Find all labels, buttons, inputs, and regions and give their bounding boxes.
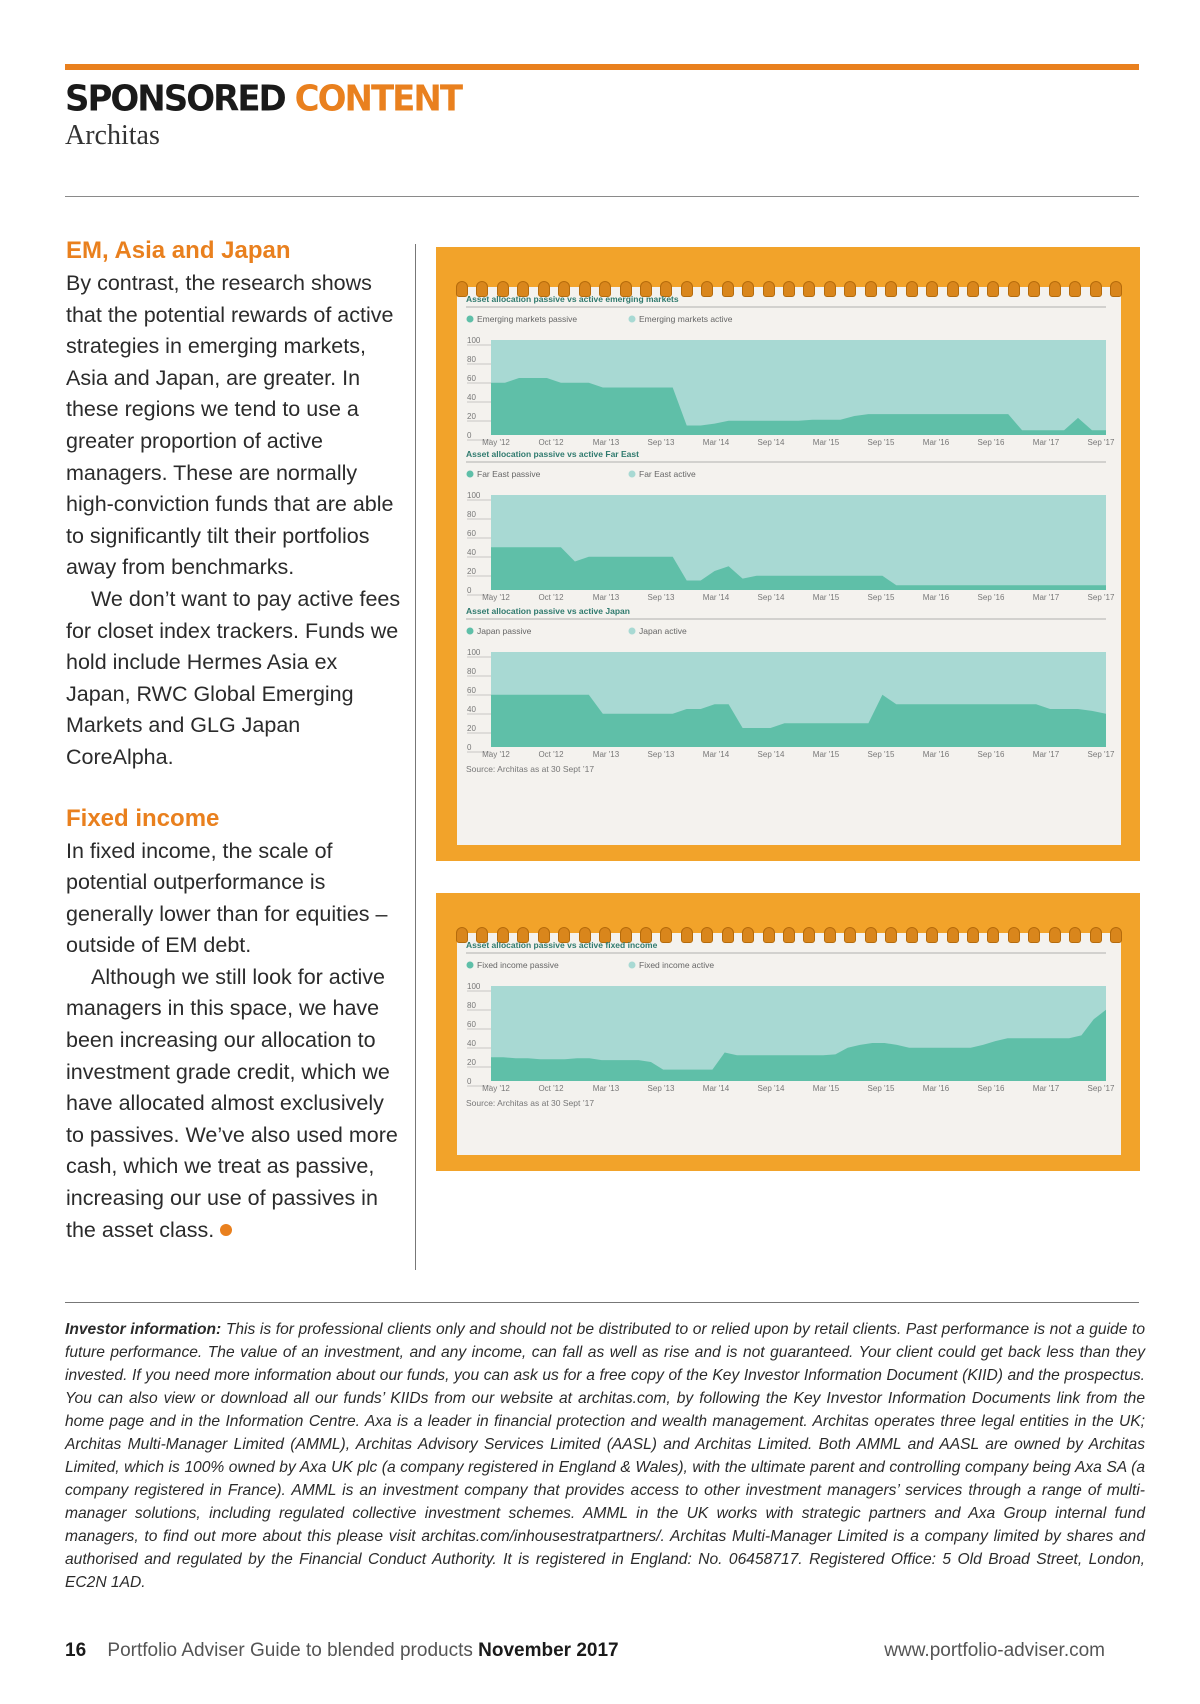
x-tick-label: Sep '17 — [1087, 750, 1115, 759]
x-tick-label: Sep '13 — [647, 438, 675, 447]
y-tick-label: 60 — [467, 374, 476, 383]
header-divider — [65, 196, 1139, 197]
x-tick-label: Mar '14 — [702, 438, 730, 447]
end-mark-icon — [220, 1224, 232, 1236]
x-tick-label: Mar '17 — [1032, 750, 1060, 759]
x-tick-label: Sep '15 — [867, 438, 895, 447]
x-tick-label: Mar '16 — [922, 593, 950, 602]
page-footer — [65, 1640, 1139, 1662]
legend-swatch-active — [629, 628, 636, 635]
x-tick-label: Mar '16 — [922, 438, 950, 447]
y-tick-label: 40 — [467, 548, 476, 557]
y-tick-label: 0 — [467, 1077, 472, 1086]
legend-swatch-active — [629, 962, 636, 969]
paragraph: Although we still look for active managers in this space, we have been increasing our allocation to investment grade credit, which we have allocated almost exclusively to passives. We’ve also used more cash, which we treat as passive, increasing our use of passives in the asset class. — [66, 964, 398, 1242]
legend-swatch-active — [629, 316, 636, 323]
x-tick-label: Mar '14 — [702, 750, 730, 759]
x-tick-label: Mar '17 — [1032, 438, 1060, 447]
x-tick-label: Sep '17 — [1087, 438, 1115, 447]
paragraph: We don’t want to pay active fees for closet index trackers. Funds we hold include Hermes Asia ex Japan, RWC Global Emerging Markets and GLG Japan CoreAlpha. — [66, 586, 401, 769]
y-tick-label: 80 — [467, 1001, 476, 1010]
x-tick-label: Mar '15 — [812, 593, 840, 602]
y-tick-label: 100 — [467, 491, 481, 500]
y-tick-label: 0 — [467, 431, 472, 440]
sponsored-content-label: SPONSORED CONTENT — [65, 78, 462, 120]
x-tick-label: Sep '14 — [757, 438, 785, 447]
x-tick-label: Oct '12 — [538, 438, 564, 447]
y-tick-label: 0 — [467, 586, 472, 595]
legend-label-active: Emerging markets active — [639, 314, 733, 324]
chart-source: Source: Architas as at 30 Sept ’17 — [466, 1098, 595, 1108]
x-tick-label: Oct '12 — [538, 593, 564, 602]
page-number: 16 — [65, 1640, 87, 1661]
legend-label-passive: Emerging markets passive — [477, 314, 578, 324]
paragraph: In fixed income, the scale of potential outperformance is generally lower than for equities – outside of EM debt. — [66, 838, 388, 958]
legend-swatch-passive — [467, 962, 474, 969]
legend-label-active: Japan active — [639, 626, 687, 636]
investor-information: Investor information: This is for professional clients only and should not be distributed to or relied upon by retail clients. Past performance is not a guide to future performance. The value of an investment, and any income, can fall as well as rise and is not guaranteed. Your client could get back less than they invested. If you need more information about our funds, you can ask us for a free copy of the Key Investor Information Document (KIID) and the prospectus. You can also view or download all our funds’ KIIDs from our website at architas.com, by following the Key Investor Information Documents link from the home page and in the Information Centre. Axa is a leader in financial protection and wealth management. Architas operates three legal entities in the UK; Architas Multi-Manager Limited (AMML), Architas Advisory Services Limited (AASL) and Architas Limited. Both AMML and AASL are owned by Architas Limited, which is 100% owned by Axa UK plc (a company registered in England & Wales), with the ultimate parent and controlling company being Axa SA (a company registered in France). AMML is an investment company that provides access to other investment managers’ services through a range of multi-manager solutions, including regulated collective investment schemes. AMML in the UK works with strategic partners and Axa Group internal fund managers, to find out more about this please visit architas.com/inhousestratpartners/. Architas Multi-Manager Limited is a company limited by shares and authorised and regulated by the Financial Conduct Authority. It is registered in England: No. 06458717. Registered Office: 5 Old Broad Street, London, EC2N 1AD. — [65, 1321, 1145, 1591]
chart-title: Asset allocation passive vs active emerging markets — [466, 294, 679, 304]
x-tick-label: Mar '16 — [922, 750, 950, 759]
x-tick-label: Sep '15 — [867, 750, 895, 759]
x-tick-label: Sep '16 — [977, 593, 1005, 602]
legend-label-passive: Fixed income passive — [477, 960, 559, 970]
x-tick-label: Mar '15 — [812, 750, 840, 759]
y-tick-label: 40 — [467, 393, 476, 402]
y-tick-label: 60 — [467, 686, 476, 695]
x-tick-label: Mar '13 — [592, 1084, 620, 1093]
y-tick-label: 20 — [467, 567, 476, 576]
y-tick-label: 40 — [467, 705, 476, 714]
x-tick-label: Oct '12 — [538, 1084, 564, 1093]
x-tick-label: Oct '12 — [538, 750, 564, 759]
x-tick-label: May '12 — [482, 438, 510, 447]
chart-panel-equities — [436, 247, 1140, 861]
chart-title: Asset allocation passive vs active Far East — [466, 449, 639, 459]
footer-divider — [65, 1302, 1139, 1303]
legend-swatch-passive — [467, 316, 474, 323]
website-url: www.portfolio-adviser.com — [884, 1640, 1105, 1661]
y-tick-label: 80 — [467, 667, 476, 676]
top-rule — [65, 64, 1139, 70]
publication-name: Portfolio Adviser Guide to blended products — [107, 1640, 473, 1661]
x-tick-label: Mar '13 — [592, 593, 620, 602]
legend-swatch-passive — [467, 471, 474, 478]
chart-panel-fixed-income — [436, 893, 1140, 1171]
legend-label-passive: Japan passive — [477, 626, 532, 636]
y-tick-label: 40 — [467, 1039, 476, 1048]
section-heading-fixed-income: Fixed income — [66, 804, 220, 832]
chart-source: Source: Architas as at 30 Sept ’17 — [466, 764, 595, 774]
legend-label-active: Far East active — [639, 469, 696, 479]
legend-label-passive: Far East passive — [477, 469, 541, 479]
x-tick-label: May '12 — [482, 593, 510, 602]
x-tick-label: Sep '15 — [867, 593, 895, 602]
fixed-income-chart — [436, 893, 1140, 1171]
x-tick-label: Sep '13 — [647, 750, 675, 759]
company-name: Architas — [65, 120, 160, 151]
x-tick-label: Mar '13 — [592, 750, 620, 759]
y-tick-label: 20 — [467, 724, 476, 733]
x-tick-label: Mar '15 — [812, 438, 840, 447]
x-tick-label: Mar '15 — [812, 1084, 840, 1093]
y-tick-label: 100 — [467, 336, 481, 345]
issue-date: November 2017 — [478, 1640, 619, 1661]
y-tick-label: 80 — [467, 355, 476, 364]
chart-title: Asset allocation passive vs active fixed income — [466, 940, 658, 950]
y-tick-label: 20 — [467, 412, 476, 421]
x-tick-label: Sep '14 — [757, 593, 785, 602]
article-column — [66, 234, 406, 1246]
x-tick-label: Sep '15 — [867, 1084, 895, 1093]
chart-title: Asset allocation passive vs active Japan — [466, 606, 630, 616]
x-tick-label: Mar '14 — [702, 1084, 730, 1093]
legend-swatch-passive — [467, 628, 474, 635]
x-tick-label: Sep '16 — [977, 750, 1005, 759]
x-tick-label: May '12 — [482, 1084, 510, 1093]
x-tick-label: Mar '17 — [1032, 1084, 1060, 1093]
legend-swatch-active — [629, 471, 636, 478]
x-tick-label: Sep '17 — [1087, 1084, 1115, 1093]
x-tick-label: Sep '16 — [977, 438, 1005, 447]
x-tick-label: Sep '17 — [1087, 593, 1115, 602]
legend-label-active: Fixed income active — [639, 960, 715, 970]
x-tick-label: Sep '16 — [977, 1084, 1005, 1093]
x-tick-label: Sep '14 — [757, 750, 785, 759]
equities-charts — [436, 247, 1140, 861]
x-tick-label: Sep '13 — [647, 1084, 675, 1093]
x-tick-label: Mar '17 — [1032, 593, 1060, 602]
x-tick-label: Sep '14 — [757, 1084, 785, 1093]
y-tick-label: 100 — [467, 982, 481, 991]
x-tick-label: Sep '13 — [647, 593, 675, 602]
y-tick-label: 60 — [467, 1020, 476, 1029]
x-tick-label: May '12 — [482, 750, 510, 759]
y-tick-label: 80 — [467, 510, 476, 519]
y-tick-label: 60 — [467, 529, 476, 538]
x-tick-label: Mar '13 — [592, 438, 620, 447]
x-tick-label: Mar '14 — [702, 593, 730, 602]
y-tick-label: 0 — [467, 743, 472, 752]
section-heading-em-asia-japan: EM, Asia and Japan — [66, 237, 291, 264]
y-tick-label: 100 — [467, 648, 481, 657]
x-tick-label: Mar '16 — [922, 1084, 950, 1093]
y-tick-label: 20 — [467, 1058, 476, 1067]
column-divider — [415, 244, 416, 1270]
paragraph: By contrast, the research shows that the potential rewards of active strategies in emerging markets, Asia and Japan, are greater. In these regions we tend to use a greater proportion of active managers. These are normally high-conviction funds that are able to significantly tilt their portfolios away from benchmarks. — [66, 271, 394, 580]
